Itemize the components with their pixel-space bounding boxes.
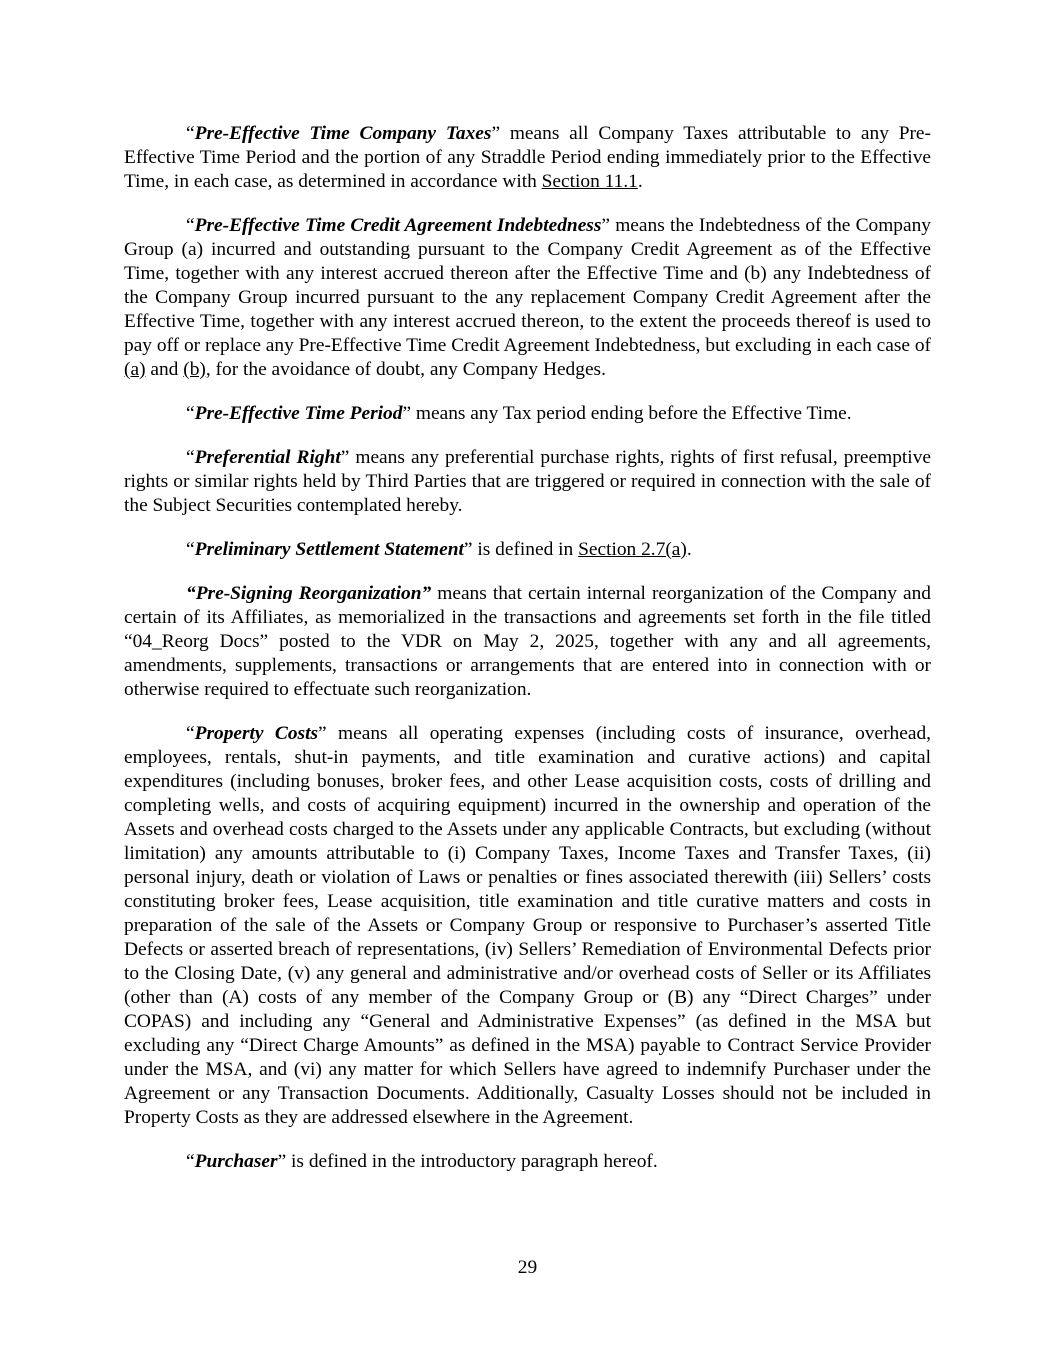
defined-term: Pre-Effective Time Period	[194, 403, 403, 424]
clause-reference: (a)	[124, 359, 146, 380]
definition-pre-effective-time-company-taxes	[124, 122, 931, 194]
open-quote: “	[186, 123, 195, 144]
defined-term: Preliminary Settlement Statement	[194, 539, 464, 560]
definition-preferential-right	[124, 446, 931, 518]
close-quote: ”	[491, 123, 501, 144]
defined-term: “Pre-Signing Reorganization”	[186, 583, 432, 604]
section-reference: Section 11.1	[541, 171, 638, 192]
definition-text: means any preferential purchase rights, rights of first refusal, preemptive rights or similar rights held by Third Parties that are triggered or required in connection with the sale of the Subject Securities contemplated hereby.	[124, 447, 931, 516]
defined-term: Pre-Effective Time Company Taxes	[194, 123, 492, 144]
definition-purchaser	[124, 1150, 931, 1174]
page-number: 29	[517, 1257, 538, 1278]
definition-text: is defined in	[472, 539, 579, 560]
open-quote: “	[186, 1151, 195, 1172]
defined-term: Purchaser	[194, 1151, 278, 1172]
definition-text: means the Indebtedness of the Company Group (a) incurred and outstanding pursuant to the Company Credit Agreement as of the Effective Time, together with any interest accrued thereon after the Effective Time and (b) any Indebtedness of the Company Group incurred pursuant to the any replacement Company Credit Agreement after the Effective Time, together with any interest accrued thereon, to the extent the proceeds thereof is used to pay off or replace any Pre-Effective Time Credit Agreement Indebtedness, but excluding in each case of	[124, 215, 931, 356]
defined-term: Property Costs	[194, 723, 319, 744]
defined-term: Preferential Right	[194, 447, 341, 468]
definition-text: means all Company Taxes attributable to any Pre-Effective Time Period and the portion of any Straddle Period ending immediately prior to the Effective Time, in each case, as determined in accordance with	[124, 123, 932, 192]
open-quote: “	[186, 723, 195, 744]
definition-text: .	[637, 171, 643, 192]
close-quote: ”	[402, 403, 412, 424]
definition-text: , for the avoidance of doubt, any Company Hedges.	[205, 359, 606, 380]
definition-text: means any Tax period ending before the Effective Time.	[411, 403, 852, 424]
close-quote: ”	[463, 539, 473, 560]
open-quote: “	[186, 215, 195, 236]
definition-pre-effective-time-period	[124, 402, 931, 426]
open-quote: “	[186, 403, 195, 424]
close-quote: ”	[277, 1151, 287, 1172]
definition-preliminary-settlement-statement	[124, 538, 931, 562]
definition-pre-effective-time-credit-agreement-indebtedness	[124, 214, 931, 382]
definition-text: means all operating expenses (including costs of insurance, overhead, employees, rentals, shut-in payments, and title examination and curative actions) and capital expenditures (including bonuses, broker fees, and other Lease acquisition costs, costs of drilling and completing wells, and costs of acquiring equipment) incurred in the ownership and operation of the Assets and overhead costs charged to the Assets under any applicable Contracts, but excluding (without limitation) any amounts attributable to (i) Company Taxes, Income Taxes and Transfer Taxes, (ii) personal injury, death or violation of Laws or penalties or fines associated therewith (iii) Sellers’ costs constituting broker fees, Lease acquisition, title examination and title curative matters and costs in preparation of the sale of the Assets or Company Group or responsive to Purchaser’s asserted Title Defects or asserted breach of representations, (iv) Sellers’ Remediation of Environmental Defects prior to the Closing Date, (v) any general and administrative and/or overhead costs of Seller or its Affiliates (other than (A) costs of any member of the Company Group or (B) any “Direct Charges” under COPAS) and including any “General and Administrative Expenses” (as defined in the MSA but excluding any “Direct Charge Amounts” as defined in the MSA) payable to Contract Service Provider under the MSA, and (vi) any matter for which Sellers have agreed to indemnify Purchaser under the Agreement or any Transaction Documents. Additionally, Casualty Losses should not be included in Property Costs as they are addressed elsewhere in the Agreement.	[124, 723, 931, 1128]
defined-term: Pre-Effective Time Credit Agreement Indebtedness	[194, 215, 602, 236]
definition-text: and	[145, 359, 184, 380]
definition-property-costs	[124, 722, 931, 1130]
document-page	[124, 122, 931, 1194]
close-quote: ”	[601, 215, 611, 236]
close-quote: ”	[318, 723, 327, 744]
open-quote: “	[186, 447, 195, 468]
clause-reference: (b)	[183, 359, 206, 380]
open-quote: “	[186, 539, 195, 560]
definition-text: means that certain internal reorganization of the Company and certain of its Affiliates, as memorialized in the transactions and agreements set forth in the file titled “04_Reorg Docs” posted to the VDR on May 2, 2025, together with any and all agreements, amendments, supplements, transactions or arrangements that are entered into in connection with or otherwise required to effectuate such reorganization.	[124, 583, 931, 700]
definition-pre-signing-reorganization	[124, 582, 931, 702]
definition-text: is defined in the introductory paragraph hereof.	[286, 1151, 658, 1172]
definition-text: .	[686, 539, 692, 560]
section-reference: Section 2.7(a)	[578, 539, 687, 560]
close-quote: ”	[340, 447, 350, 468]
